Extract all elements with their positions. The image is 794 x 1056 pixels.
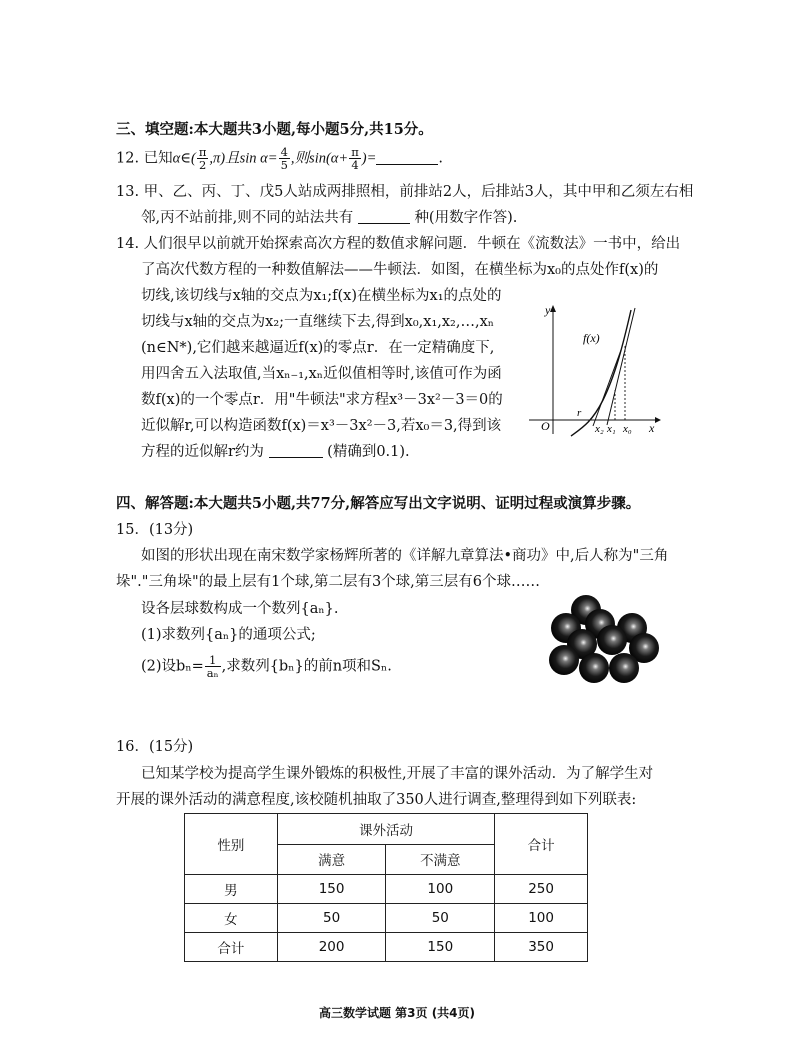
q13-text: 邻,丙不站前排,则不同的站法共有 — [141, 210, 354, 226]
frac-den: 4 — [351, 158, 359, 172]
frac-den: 2 — [198, 158, 207, 172]
q14-line-9 — [141, 442, 410, 462]
q14-number: 14. — [116, 236, 140, 252]
r-label: r — [577, 407, 582, 419]
q12-end: . — [438, 150, 443, 167]
frac-num: π — [198, 145, 207, 159]
cell-unsatisfied: 100 — [386, 875, 495, 904]
frac-den: 5 — [280, 158, 288, 172]
cell-satisfied: 200 — [277, 933, 386, 962]
q14-line-7: 数f(x)的一个零点r．用"牛顿法"求方程x³－3x²－3＝0的 — [141, 392, 503, 408]
header-activity: 课外活动 — [277, 814, 494, 845]
q12-condition-2: ,π)且sin α= — [209, 150, 278, 167]
answer-blank-13[interactable] — [358, 209, 410, 224]
x0-label: x₀ — [623, 423, 632, 435]
q15-line-3: 设各层球数构成一个数列{aₙ}. — [141, 601, 339, 617]
q15-part2-text: (2)设bₙ= — [141, 658, 204, 675]
newton-method-graph — [527, 300, 662, 440]
table-row — [185, 875, 588, 904]
q14-line-5: (n∈N*),它们越来越逼近f(x)的零点r．在一定精确度下, — [141, 340, 495, 356]
q16-header: 16．(15分) — [116, 739, 194, 755]
frac-num: 1 — [205, 654, 221, 667]
q13-text-end: 种(用数字作答). — [414, 210, 518, 226]
q15-part-1: (1)求数列{aₙ}的通项公式; — [141, 627, 316, 643]
cell-total: 350 — [495, 933, 588, 962]
section4-heading: 四、解答题:本大题共5小题,共77分,解答应写出文字说明、证明过程或演算步骤。 — [116, 495, 641, 512]
header-unsatisfied: 不满意 — [386, 844, 495, 875]
q15-fraction — [205, 654, 221, 679]
q15-line-1: 如图的形状出现在南宋数学家杨辉所著的《详解九章算法•商功》中,后人称为"三角 — [141, 548, 669, 564]
fx-label: f(x) — [583, 331, 600, 345]
ball — [597, 625, 627, 655]
question-14 — [116, 234, 680, 254]
header-gender: 性别 — [185, 814, 278, 875]
section3-heading: 三、填空题:本大题共3小题,每小题5分,共15分。 — [116, 121, 433, 138]
q13-number: 13. — [116, 184, 140, 200]
q13-line-1: 甲、乙、丙、丁、戊5人站成两排照相，前排站2人，后排站3人，其中甲和乙须左右相 — [143, 184, 694, 200]
q12-text: 已知 — [143, 150, 173, 167]
ball — [609, 653, 639, 683]
q15-line-2: 垛"."三角垛"的最上层有1个球,第二层有3个球,第三层有6个球…… — [116, 574, 541, 590]
question-13 — [116, 182, 693, 202]
ball — [549, 645, 579, 675]
cell-total: 100 — [495, 904, 588, 933]
header-total: 合计 — [495, 814, 588, 875]
frac-num: 4 — [280, 145, 288, 159]
x2-label: x₂ — [595, 423, 604, 435]
answer-blank-14[interactable] — [269, 443, 323, 458]
q12-fraction-4-5 — [279, 146, 290, 171]
q14-text-end: (精确到0.1). — [327, 444, 410, 460]
tangent-line-x1 — [593, 350, 621, 426]
y-label: y — [545, 303, 551, 317]
x-axis-arrow — [655, 417, 661, 423]
row-label: 女 — [185, 904, 278, 933]
table-row — [185, 933, 588, 962]
row-label: 男 — [185, 875, 278, 904]
header-satisfied: 满意 — [277, 844, 386, 875]
q14-text: 方程的近似解r约为 — [141, 444, 264, 460]
cell-total: 250 — [495, 875, 588, 904]
contingency-table — [184, 813, 588, 962]
q15-part-2 — [141, 654, 392, 679]
q13-line-2 — [141, 208, 517, 228]
q14-line-4: 切线与x轴的交点为x₂;一直继续下去,得到x₀,x₁,x₂,…,xₙ — [141, 314, 495, 330]
q12-fraction-pi-2 — [197, 146, 209, 171]
q14-line-8: 近似解r,可以构造函数f(x)＝x³－3x²－3,若x₀＝3,得到该 — [141, 418, 502, 434]
x1-label: x₁ — [607, 423, 616, 435]
cell-unsatisfied: 50 — [386, 904, 495, 933]
origin-label: O — [541, 419, 550, 433]
q15-header: 15．(13分) — [116, 522, 194, 538]
q12-text-2: ,则sin(α+ — [290, 150, 349, 167]
q12-number: 12. — [116, 150, 140, 167]
tangent-line-x0 — [607, 308, 635, 425]
q12-fraction-pi-4 — [349, 146, 361, 171]
answer-blank-12[interactable] — [376, 150, 438, 165]
q12-text-3: )= — [361, 150, 377, 167]
y-axis-arrow — [550, 305, 556, 312]
q16-line-1: 已知某学校为提高学生课外锻炼的积极性,开展了丰富的课外活动．为了解学生对 — [141, 766, 654, 782]
cell-unsatisfied: 150 — [386, 933, 495, 962]
row-label: 合计 — [185, 933, 278, 962]
q14-line-6: 用四舍五入法取值,当xₙ₋₁,xₙ近似值相等时,该值可作为函 — [141, 366, 502, 382]
x-label: x — [649, 421, 655, 435]
ball — [579, 653, 609, 683]
cell-satisfied: 150 — [277, 875, 386, 904]
frac-den: aₙ — [206, 666, 219, 680]
q16-line-2: 开展的课外活动的满意程度,该校随机抽取了350人进行调查,整理得到如下列联表: — [116, 792, 637, 808]
q14-line-3: 切线,该切线与x轴的交点为x₁;f(x)在横坐标为x₁的点处的 — [141, 288, 502, 304]
cell-satisfied: 50 — [277, 904, 386, 933]
ball-stack-image — [542, 592, 664, 688]
table-row — [185, 904, 588, 933]
q15-part2-text-end: ,求数列{bₙ}的前n项和Sₙ. — [221, 658, 392, 675]
page-footer: 高三数学试题 第3页 (共4页) — [318, 1006, 476, 1020]
q14-line-1: 人们很早以前就开始探索高次方程的数值求解问题．牛顿在《流数法》一书中，给出 — [143, 236, 681, 252]
q12-condition: α∈( — [172, 150, 196, 167]
question-12 — [116, 146, 443, 171]
frac-num: π — [351, 145, 359, 159]
q14-line-2: 了高次代数方程的一种数值解法——牛顿法．如图，在横坐标为x₀的点处作f(x)的 — [141, 262, 659, 278]
